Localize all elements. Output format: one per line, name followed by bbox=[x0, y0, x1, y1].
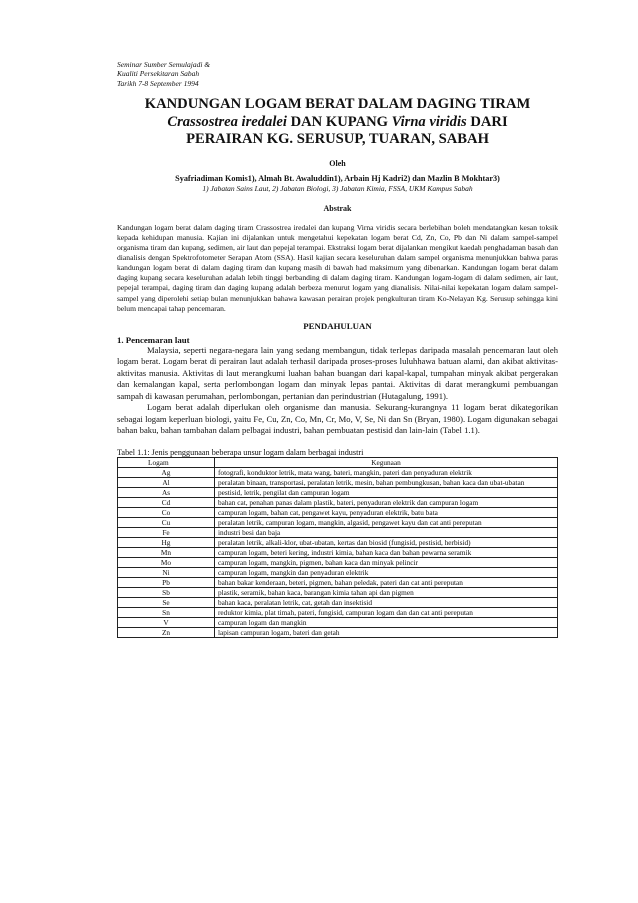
usage-cell: fotografi, konduktor letrik, mata wang, bateri, mangkin, pateri dan penyaduran elektrik bbox=[215, 467, 558, 477]
species-name-1: Crassostrea iredalei bbox=[167, 113, 287, 130]
table-row bbox=[118, 567, 558, 577]
table-row bbox=[118, 497, 558, 507]
abstract-text: Kandungan logam berat dalam daging tiram Crassostrea iredalei dan kupang Virna viridis secara berlebihan boleh mendatangkan kesan toksik kepada kehidupan manusia. Kajian ini dijalankan untuk mengetahui kepekatan logam berat Cd, Zn, Co, Pb dan Ni dalam sampel-sampel organisma tiram dan kupang, sedimen, air laut dan pepejal terampai. Ekstraksi logam berat dijalankan mengikut kaedah penghadaman basah dan dianalisis dengan Spektrofotometer Serapan Atom (SSA). Hasil kajian secara keseluruhan dalam sampel organisma menunjukkan bahwa paras kandungan logam berat di dalam daging tiram dan kupang masih di bawah had maksimum yang dibenarkan. Kandungan logam berat dalam daging kupang secara keseluruhan adalah lebih tinggi berbanding di dalam daging tiram. Kandungan logam-logam di dalam sedimen, air laut, pepejal terampai, daging tiram dan daging kupang adalah berbeza menurut logam yang dianalisis. Nilai-nilai kepekatan logam dalam sampel-sampel yang diperolehi setiap bulan menunjukkan bahawa kawasan perairan projek pengkulturan tiram Ko-Nelayan Kg. Serusup sehingga kini belum mencapai tahap pencemaran. bbox=[117, 222, 558, 313]
subsection-heading: 1. Pencemaran laut bbox=[117, 334, 190, 345]
table-row bbox=[118, 597, 558, 607]
author-list: Syafriadiman Komis1), Almah Bt. Awaluddin1), Arbain Hj Kadri2) dan Mazlin B Mokhtar3) bbox=[175, 174, 500, 183]
table-body bbox=[118, 467, 558, 637]
paper-title bbox=[117, 96, 558, 149]
table-row bbox=[118, 537, 558, 547]
usage-cell: bahan bakar kenderaan, beteri, pigmen, bahan peledak, pateri dan cat anti pereputan bbox=[215, 577, 558, 587]
title-line-3: PERAIRAN KG. SERUSUP, TUARAN, SABAH bbox=[186, 131, 489, 148]
table-header-row bbox=[118, 457, 558, 467]
usage-cell: peralatan binaan, transportasi, peralatan letrik, mesin, bahan pembungkusan, bahan kaca dan ubat-ubatan bbox=[215, 477, 558, 487]
usage-cell: campuran logam, bahan cat, pengawet kayu, penyaduran elektrik, batu bata bbox=[215, 507, 558, 517]
usage-cell: pestisid, letrik, pengilat dan campuran logam bbox=[215, 487, 558, 497]
affiliations: 1) Jabatan Sains Laut, 2) Jabatan Biologi, 3) Jabatan Kimia, FSSA, UKM Kampus Sabah bbox=[202, 184, 473, 193]
table-row bbox=[118, 607, 558, 617]
table-row bbox=[118, 557, 558, 567]
table-row bbox=[118, 617, 558, 627]
section-heading: PENDAHULUAN bbox=[303, 320, 372, 331]
metal-symbol-cell: Cu bbox=[118, 517, 215, 527]
usage-cell: campuran logam, mangkin dan penyaduran elektrik bbox=[215, 567, 558, 577]
table-row bbox=[118, 507, 558, 517]
metal-symbol-cell: Sb bbox=[118, 587, 215, 597]
metal-symbol-cell: Mo bbox=[118, 557, 215, 567]
column-header-metal: Logam bbox=[118, 457, 215, 467]
usage-cell: lapisan campuran logam, bateri dan getah bbox=[215, 627, 558, 637]
metal-usage-table bbox=[117, 457, 558, 638]
usage-cell: campuran logam, mangkin, pigmen, bahan kaca dan minyak pelincir bbox=[215, 557, 558, 567]
usage-cell: campuran logam, beteri kering, industri kimia, bahan kaca dan bahan pewarna seramik bbox=[215, 547, 558, 557]
table-row bbox=[118, 517, 558, 527]
running-header bbox=[117, 60, 558, 88]
header-line-2: Kualiti Persekitaran Sabah bbox=[117, 69, 200, 79]
metal-symbol-cell: Hg bbox=[118, 537, 215, 547]
table-row bbox=[118, 627, 558, 637]
usage-cell: peralatan letrik, campuran logam, mangkin, algasid, pengawet kayu dan cat anti pereputan bbox=[215, 517, 558, 527]
metal-symbol-cell: Mn bbox=[118, 547, 215, 557]
usage-cell: campuran logam dan mangkin bbox=[215, 617, 558, 627]
metal-symbol-cell: Cd bbox=[118, 497, 215, 507]
header-line-3: Tarikh 7-8 September 1994 bbox=[117, 78, 199, 88]
usage-cell: bahan cat, penahan panas dalam plastik, bateri, penyaduran elektrik dan campuran logam bbox=[215, 497, 558, 507]
usage-cell: peralatan letrik, alkali-klor, ubat-ubatan, kertas dan biosid (fungisid, pestisid, herbisid) bbox=[215, 537, 558, 547]
body-paragraph-2: Logam berat adalah diperlukan oleh organisme dan manusia. Sekurang-kurangnya 11 logam berat dikategorikan sebagai logam keperluan biologi, yaitu Fe, Cu, Zn, Co, Mn, Cr, Mo, V, Se, Ni dan Sn (Bryan, 1980). Logam digunakan sebagai bahan baku, bahan tambahan dalam pelbagai industri, bahan pembuatan pestisid dan lain-lain (Tabel 1.1). bbox=[117, 402, 558, 436]
metal-symbol-cell: Ni bbox=[118, 567, 215, 577]
title-line-1: KANDUNGAN LOGAM BERAT DALAM DAGING TIRAM bbox=[144, 96, 531, 113]
metal-symbol-cell: As bbox=[118, 487, 215, 497]
paper-page bbox=[117, 60, 558, 638]
table-caption: Tabel 1.1: Jenis penggunaan beberapa unsur logam dalam berbagai industri bbox=[117, 447, 364, 457]
table-row bbox=[118, 547, 558, 557]
column-header-usage: Kegunaan bbox=[215, 457, 558, 467]
metal-symbol-cell: Al bbox=[118, 477, 215, 487]
metal-symbol-cell: Fe bbox=[118, 527, 215, 537]
metal-symbol-cell: Sn bbox=[118, 607, 215, 617]
table-row bbox=[118, 477, 558, 487]
table-row bbox=[118, 577, 558, 587]
title-line-2: Crassostrea iredalei DAN KUPANG Virna viridis DARI bbox=[167, 113, 508, 130]
metal-symbol-cell: Pb bbox=[118, 577, 215, 587]
usage-cell: plastik, seramik, bahan kaca, barangan kimia tahan api dan pigmen bbox=[215, 587, 558, 597]
metal-symbol-cell: Co bbox=[118, 507, 215, 517]
by-label: Oleh bbox=[329, 159, 346, 168]
usage-cell: reduktor kimia, plat timah, pateri, fungisid, campuran logam dan dan cat anti pereputan bbox=[215, 607, 558, 617]
usage-cell: bahan kaca, peralatan letrik, cat, getah dan insektisid bbox=[215, 597, 558, 607]
table-row bbox=[118, 487, 558, 497]
metal-symbol-cell: V bbox=[118, 617, 215, 627]
abstract-heading: Abstrak bbox=[323, 203, 352, 213]
metal-symbol-cell: Ag bbox=[118, 467, 215, 477]
usage-cell: industri besi dan baja bbox=[215, 527, 558, 537]
body-paragraph-1: Malaysia, seperti negara-negara lain yang sedang membangun, tidak terlepas daripada masalah pencemaran laut oleh logam berat. Logam berat di perairan laut adalah terhasil daripada proses-proses luluhhawa batuan alami, dan akibat aktivitas-aktivitas manusia. Aktivitas di laut merangkumi luahan bahan buangan dari kapal-kapal, tumpahan minyak akibat pergerakan dan kemalangan kapal, serta perlombongan logam dan minyak lepas pantai. Aktivitas di darat merangkumi pembuangan sampah di kawasan perumahan, perlombongan, pertanian dan perindustrian (Hutagalung, 1991). bbox=[117, 344, 558, 401]
table-row bbox=[118, 587, 558, 597]
table-row bbox=[118, 467, 558, 477]
table-row bbox=[118, 527, 558, 537]
metal-symbol-cell: Zn bbox=[118, 627, 215, 637]
metal-symbol-cell: Se bbox=[118, 597, 215, 607]
header-line-1: Seminar Sumber Semulajadi & bbox=[117, 60, 211, 69]
species-name-2: Virna viridis bbox=[391, 113, 467, 130]
